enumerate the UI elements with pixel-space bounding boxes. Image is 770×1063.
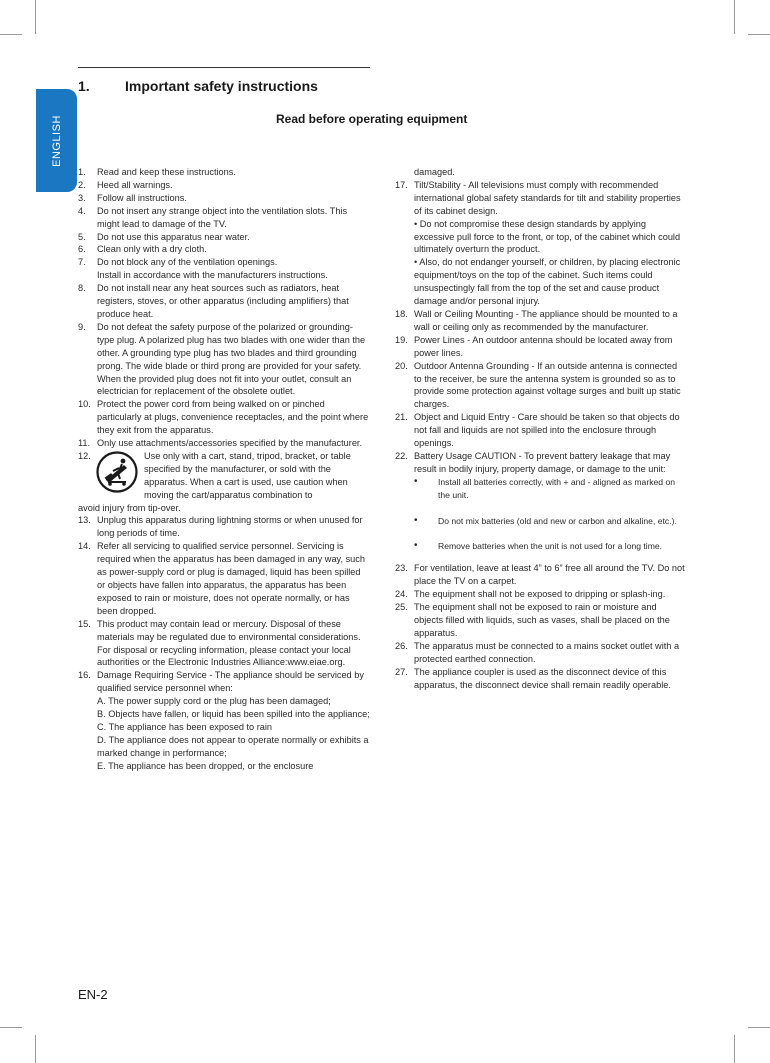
- item-number: 14.: [78, 541, 91, 552]
- right-column: [395, 166, 687, 691]
- item-text: C. The appliance has been exposed to rain: [97, 721, 273, 732]
- list-item: [395, 450, 687, 476]
- item-text: Unplug this apparatus during lightning storms or when unused for long periods of time.: [97, 515, 363, 539]
- item-number: 27.: [395, 666, 408, 677]
- item-number: 11.: [78, 438, 91, 449]
- list-item: [395, 334, 687, 360]
- crop-mark: [748, 1027, 770, 1028]
- list-item: [78, 243, 370, 256]
- language-label: ENGLISH: [50, 114, 63, 167]
- list-item: [395, 601, 687, 640]
- list-item: [78, 540, 370, 617]
- left-column: [78, 166, 370, 773]
- item-text: Follow all instructions.: [97, 192, 187, 203]
- item-text: Do not install near any heat sources such as radiators, heat registers, stoves, or other apparatus (including amplifiers) that produce heat.: [97, 283, 349, 319]
- section-title: Important safety instructions: [125, 78, 318, 94]
- page-number: EN-2: [78, 987, 108, 1002]
- list-item: [78, 205, 370, 231]
- list-item: [78, 514, 370, 540]
- item-number: 17.: [395, 179, 408, 190]
- item-text: Power Lines - An outdoor antenna should be located away from power lines.: [414, 334, 673, 358]
- crop-mark: [748, 34, 770, 35]
- list-item: [78, 256, 370, 282]
- item-text: For ventilation, leave at least 4” to 6” free all around the TV. Do not place the TV on a carpet.: [414, 563, 685, 587]
- bullet-icon: •: [414, 475, 418, 487]
- list-item: [78, 437, 370, 450]
- item-text-continued: damaged.: [414, 167, 455, 177]
- item-text: Protect the power cord from being walked on or pinched particularly at plugs, convenience receptacles, and the point where they exit from the apparatus.: [97, 399, 369, 436]
- section-heading: [78, 78, 318, 94]
- crop-mark: [0, 1027, 22, 1028]
- item-number: 24.: [395, 589, 408, 600]
- item-number: 22.: [395, 450, 408, 461]
- item-text: Use only with a cart, stand, tripod, bracket, or table specified by the manufacturer, or sold with the apparatus. When a cart is used, use caution when moving the cart/apparatus combination to: [144, 450, 351, 500]
- list-item: [395, 179, 687, 308]
- item-text: D. The appliance does not appear to operate normally or exhibits a marked change in performance;: [97, 734, 369, 758]
- item-text: Only use attachments/accessories specified by the manufacturer.: [97, 438, 363, 449]
- item-number: 10.: [78, 399, 91, 410]
- item-text: Do not defeat the safety purpose of the polarized or grounding-type plug. A polarized plug has two blades with one wider than the other. A grounding type plug has two blades and third grounding prong. The wide blade or third prong are provided for your safety. When the provided plug does not fit into your outlet, consult an electrician for replacement of the obsolete outlet.: [97, 321, 366, 397]
- bullet-text: Remove batteries when the unit is not used for a long time.: [438, 541, 663, 552]
- list-item: [395, 666, 687, 692]
- item-number: 13.: [78, 515, 91, 526]
- item-text: This product may contain lead or mercury. Disposal of these materials may be regulated due to environmental considerations. For disposal or recycling information, please contact your local authorities or the Electronic Industries Alliance:www.eiae.org.: [97, 618, 361, 668]
- item-number: 4.: [78, 205, 86, 216]
- battery-bullet-list: [395, 476, 687, 554]
- item-text: Do not insert any strange object into the ventilation slots. This might lead to damage of the TV.: [97, 205, 348, 229]
- item-text: A. The power supply cord or the plug has been damaged;: [97, 696, 331, 707]
- crop-mark: [734, 0, 735, 34]
- list-item: [395, 411, 687, 450]
- crop-mark: [0, 34, 22, 35]
- item-number: 6.: [78, 244, 86, 255]
- list-item: [395, 360, 687, 412]
- item-text: The apparatus must be connected to a mains socket outlet with a protected earthed connection.: [414, 640, 680, 664]
- bullet-item: [395, 476, 687, 502]
- list-item: [78, 166, 370, 179]
- item-number: 26.: [395, 640, 408, 651]
- list-item: [395, 640, 687, 666]
- item-text: Tilt/Stability - All televisions must comply with recommended international global safety standards for tilt and stability properties of its cabinet design.: [414, 179, 681, 216]
- item-number: 12.: [78, 450, 91, 461]
- item-number: 19.: [395, 334, 408, 345]
- language-tab: [36, 89, 77, 192]
- item-number: 9.: [78, 321, 86, 332]
- item-text: B. Objects have fallen, or liquid has been spilled into the appliance;: [97, 709, 370, 720]
- list-item: [395, 308, 687, 334]
- list-item: [78, 282, 370, 321]
- item-text-continued: avoid injury from tip-over.: [78, 502, 181, 513]
- list-item: [78, 321, 370, 398]
- item-number: 16.: [78, 670, 91, 681]
- item-text: Heed all warnings.: [97, 179, 173, 190]
- item-text: The equipment shall not be exposed to dripping or splash-ing.: [414, 589, 666, 600]
- item-text-continued: Install in accordance with the manufacturers instructions.: [97, 270, 328, 281]
- list-item: [78, 179, 370, 192]
- item-number: 21.: [395, 412, 408, 423]
- item-text: E. The appliance has been dropped, or the enclosure: [97, 760, 314, 771]
- subtitle: Read before operating equipment: [276, 112, 468, 126]
- bullet-text: Install all batteries correctly, with + and - aligned as marked on the unit.: [438, 476, 675, 500]
- item-number: 5.: [78, 231, 86, 242]
- item-number: 20.: [395, 360, 408, 371]
- item-text: The appliance coupler is used as the disconnect device of this apparatus, the disconnect device shall remain readily operable.: [414, 666, 671, 690]
- cart-tip-over-warning-icon: [96, 451, 138, 493]
- list-item: [78, 231, 370, 244]
- bullet-icon: •: [414, 514, 418, 526]
- item-number: 18.: [395, 308, 408, 319]
- item-text: Refer all servicing to qualified service personnel. Servicing is required when the apparatus has been damaged in any way, such as power-supply cord or plug is damaged, liquid has been spilled or objects have fallen into apparatus, the apparatus has been exposed to rain or moisture, does not operate normally, or has been dropped.: [97, 541, 365, 616]
- item-number: 15.: [78, 618, 91, 629]
- item-text: Outdoor Antenna Grounding - If an outside antenna is connected to the receiver, be sure the antenna system is grounded so as to provide some protection against voltage surges and built up static charges.: [414, 360, 681, 410]
- list-item: [78, 618, 370, 670]
- list-item: [78, 192, 370, 205]
- bullet-text: Do not mix batteries (old and new or carbon and alkaline, etc.).: [438, 515, 677, 526]
- item-text: Wall or Ceiling Mounting - The appliance should be mounted to a wall or ceiling only as recommended by the manufacturer.: [414, 308, 678, 332]
- crop-mark: [35, 1035, 36, 1063]
- item-number: 25.: [395, 602, 408, 613]
- list-item: [78, 669, 370, 772]
- item-number: 2.: [78, 179, 86, 190]
- item-text: The equipment shall not be exposed to rain or moisture and objects filled with liquids, such as vases, shall be placed on the apparatus.: [414, 602, 670, 638]
- item-number: 23.: [395, 563, 408, 574]
- item-text: Damage Requiring Service - The appliance should be serviced by qualified service personnel when:: [97, 670, 364, 694]
- bullet-icon: •: [414, 540, 418, 552]
- list-item: [78, 398, 370, 437]
- crop-mark: [35, 0, 36, 34]
- item-text: Object and Liquid Entry - Care should be taken so that objects do not fall and liquids are not spilled into the enclosure through openings.: [414, 412, 680, 449]
- list-item: [395, 562, 687, 588]
- crop-mark: [734, 1035, 735, 1063]
- bullet-item: [395, 540, 687, 553]
- item-number: 3.: [78, 192, 86, 203]
- list-item: [395, 588, 687, 601]
- item-number: 7.: [78, 257, 86, 268]
- item-text: • Do not compromise these design standards by applying excessive pull force to the front, or top, of the cabinet which could ultimately overturn the product.: [414, 218, 681, 255]
- bullet-item: [395, 515, 687, 528]
- item-text: Do not block any of the ventilation openings.: [97, 257, 278, 268]
- item-number: 8.: [78, 283, 86, 294]
- item-text: Read and keep these instructions.: [97, 167, 236, 177]
- item-text: Clean only with a dry cloth.: [97, 244, 207, 255]
- item-text: Do not use this apparatus near water.: [97, 231, 250, 242]
- item-number: 1.: [78, 167, 86, 177]
- section-number: 1.: [78, 78, 90, 94]
- heading-rule: [78, 67, 370, 68]
- list-item: [78, 450, 370, 502]
- item-text: • Also, do not endanger yourself, or children, by placing electronic equipment/toys on the top of the cabinet. Such items could unsuspectingly fall from the top of the set and cause product damage and/or personal injury.: [414, 257, 681, 307]
- item-text: Battery Usage CAUTION - To prevent battery leakage that may result in bodily injury, property damage, or damage to the unit:: [414, 450, 671, 474]
